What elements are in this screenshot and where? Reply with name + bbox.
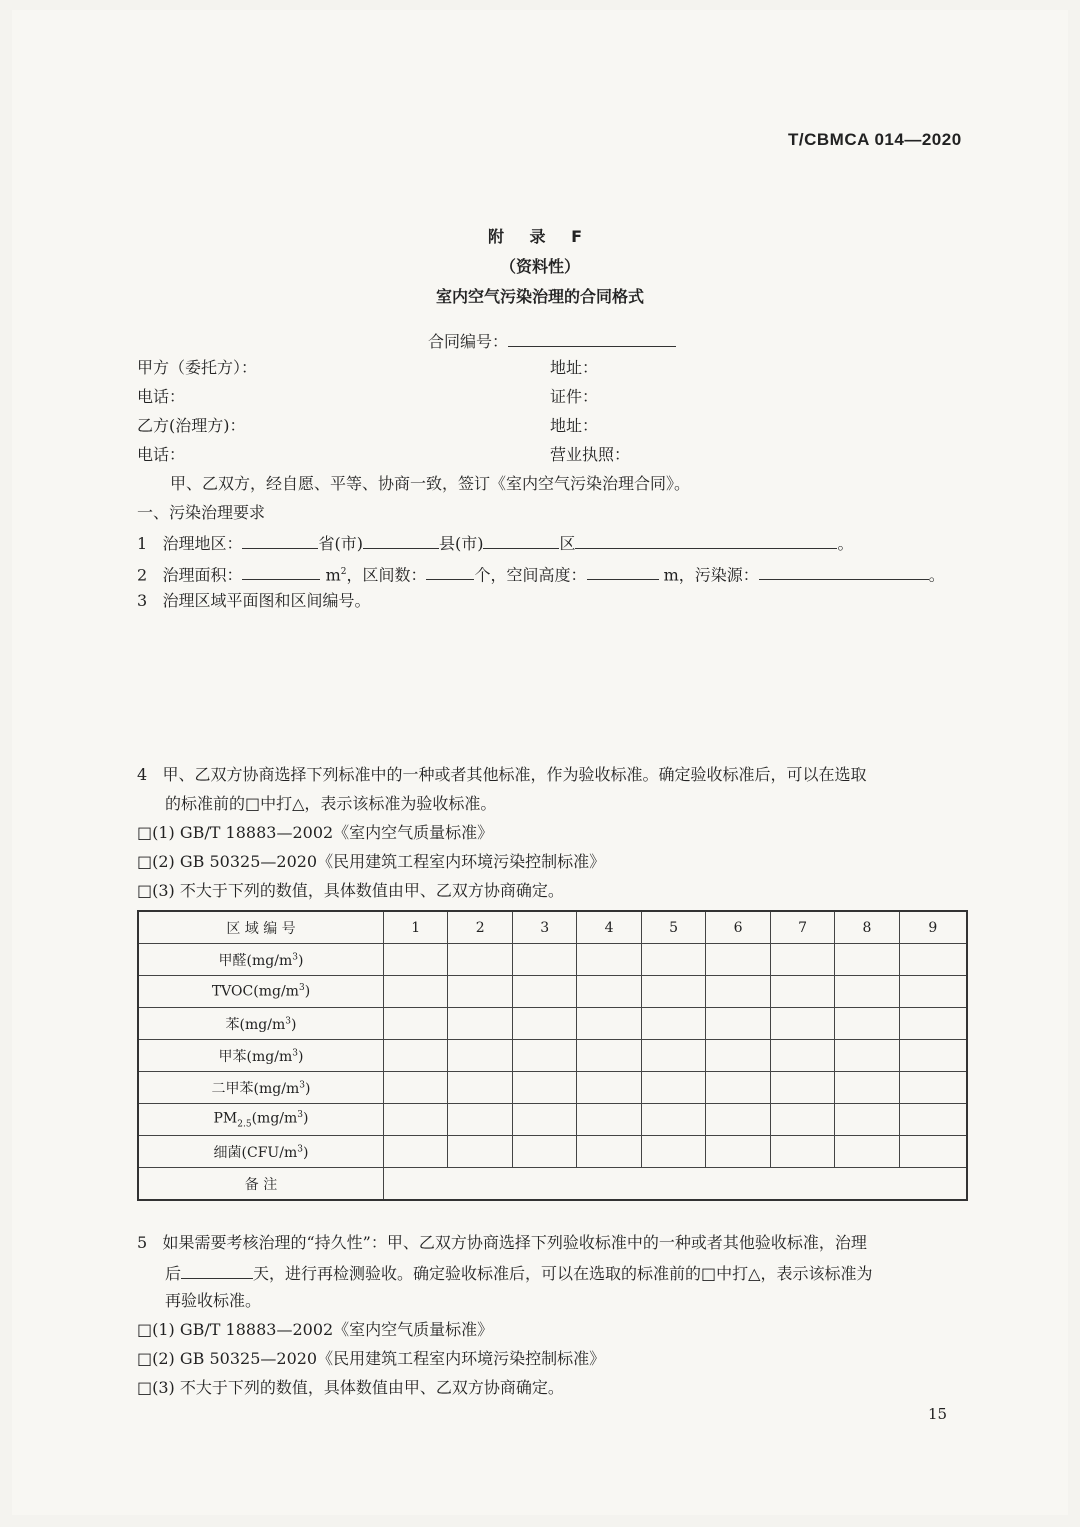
pollutant-unit-end: ) [304, 1080, 311, 1097]
value-cell[interactable] [512, 1008, 576, 1040]
pollutant-unit-sup: 3 [297, 1143, 303, 1154]
value-cell[interactable] [384, 944, 448, 976]
value-cell[interactable] [641, 1136, 705, 1168]
item-5-line-2 [165, 1262, 872, 1284]
id-document-label: 证件： [550, 387, 599, 406]
value-cell[interactable] [835, 1136, 899, 1168]
value-cell[interactable] [641, 1072, 705, 1104]
item-5-after-label: 后 [165, 1264, 182, 1283]
pollutant-label [138, 1072, 384, 1104]
item-4-line-1 [137, 765, 866, 785]
height-blank [587, 563, 659, 580]
value-cell[interactable] [899, 1040, 967, 1072]
table-row [138, 1008, 967, 1040]
column-header: 6 [706, 911, 770, 944]
page-number: 15 [928, 1405, 948, 1423]
value-cell[interactable] [706, 944, 770, 976]
value-cell[interactable] [835, 1072, 899, 1104]
remark-cell[interactable] [384, 1168, 968, 1201]
value-cell[interactable] [770, 1104, 834, 1136]
column-header: 5 [641, 911, 705, 944]
appendix-name: 室内空气污染治理的合同格式 [435, 287, 644, 306]
item-5-line-3: 再验收标准。 [165, 1291, 262, 1310]
value-cell[interactable] [835, 1008, 899, 1040]
value-cell[interactable] [706, 1136, 770, 1168]
item-5-number: 5 [137, 1233, 148, 1252]
section-1-heading: 一、污染治理要求 [137, 503, 266, 522]
column-header: 8 [835, 911, 899, 944]
pollutant-label [138, 944, 384, 976]
column-header: 1 [384, 911, 448, 944]
value-cell[interactable] [512, 1072, 576, 1104]
table-row [138, 1040, 967, 1072]
value-cell[interactable] [384, 976, 448, 1008]
value-cell[interactable] [899, 944, 967, 976]
value-cell[interactable] [899, 1136, 967, 1168]
area-label: 治理面积： [162, 565, 243, 585]
item-4-option-3[interactable]: □(3) 不大于下列的数值，具体数值由甲、乙双方协商确定。 [137, 881, 564, 900]
value-cell[interactable] [512, 944, 576, 976]
address-blank [575, 532, 837, 549]
table-header-label: 区 域 编 号 [138, 911, 384, 944]
remark-label: 备 注 [138, 1168, 384, 1201]
pollutant-unit: (CFU/m [241, 1144, 298, 1161]
pollutant-unit: (mg/m [253, 983, 299, 1000]
item-4-number: 4 [137, 765, 148, 784]
table-row [138, 976, 967, 1008]
value-cell[interactable] [512, 1040, 576, 1072]
area-blank [242, 563, 320, 580]
item-5-line-1 [137, 1233, 867, 1253]
province-blank [242, 532, 318, 549]
table-row [138, 1104, 967, 1136]
pollution-source-blank [759, 563, 929, 580]
business-license-label: 营业执照： [550, 445, 631, 464]
table-header-row [138, 911, 967, 944]
value-cell[interactable] [899, 1072, 967, 1104]
pollutant-unit-end: ) [297, 1048, 304, 1065]
pollutant-label [138, 976, 384, 1008]
column-header: 2 [448, 911, 512, 944]
pollutant-unit-sup: 3 [297, 1109, 304, 1120]
item-1 [137, 532, 854, 554]
value-cell[interactable] [706, 1072, 770, 1104]
item-4-option-2[interactable]: □(2) GB 50325—2020《民用建筑工程室内环境污染控制标准》 [137, 852, 606, 871]
value-cell[interactable] [384, 1136, 448, 1168]
item-4-line-2: 的标准前的□中打△，表示该标准为验收标准。 [165, 794, 497, 813]
value-cell[interactable] [770, 944, 834, 976]
pollutant-unit: (mg/m [251, 1110, 298, 1127]
value-cell[interactable] [448, 944, 512, 976]
pollutant-label [138, 1136, 384, 1168]
value-cell[interactable] [384, 1008, 448, 1040]
standard-number: T/CBMCA 014—2020 [788, 130, 962, 149]
item-4-text-1: 甲、乙双方协商选择下列标准中的一种或者其他标准，作为验收标准。确定验收标准后，可以在选取 [162, 765, 867, 784]
value-cell[interactable] [577, 1040, 641, 1072]
value-cell[interactable] [770, 1072, 834, 1104]
party-b-label: 乙方(治理方)： [137, 416, 246, 435]
value-cell[interactable] [835, 944, 899, 976]
value-cell[interactable] [706, 1104, 770, 1136]
value-cell[interactable] [835, 976, 899, 1008]
pollutant-unit-end: ) [290, 1016, 297, 1033]
pollutant-unit-sup: 3 [299, 1079, 305, 1090]
pollutant-name: 二甲苯 [211, 1080, 254, 1097]
item-2-number: 2 [137, 565, 148, 585]
pollutant-label [138, 1104, 384, 1136]
appendix-title: 附 录 F [487, 227, 593, 246]
party-b-address-label: 地址： [550, 416, 599, 435]
column-header: 3 [512, 911, 576, 944]
pollutant-unit: (mg/m [239, 1016, 286, 1033]
table-row [138, 1136, 967, 1168]
table-remark-row [138, 1168, 967, 1201]
contract-number [428, 330, 676, 352]
value-cell[interactable] [770, 976, 834, 1008]
value-cell[interactable] [512, 976, 576, 1008]
item-5-option-3[interactable]: □(3) 不大于下列的数值，具体数值由甲、乙双方协商确定。 [137, 1378, 564, 1397]
item-2 [137, 562, 945, 585]
county-label: 县(市) [438, 534, 484, 553]
value-cell[interactable] [384, 1072, 448, 1104]
pollutant-unit-end: ) [303, 1110, 309, 1127]
pollutant-subscript: 2.5 [237, 1119, 252, 1130]
pollutant-unit-end: ) [302, 1144, 309, 1161]
value-cell[interactable] [384, 1040, 448, 1072]
column-header: 9 [899, 911, 967, 944]
county-blank [363, 532, 439, 549]
pollutant-label [138, 1008, 384, 1040]
item-5-text-1: 如果需要考核治理的“持久性”：甲、乙双方协商选择下列验收标准中的一种或者其他验收标准，治理 [162, 1233, 867, 1252]
value-cell[interactable] [448, 1040, 512, 1072]
pollutant-name: 甲苯 [218, 1048, 247, 1065]
value-cell[interactable] [512, 1104, 576, 1136]
value-cell[interactable] [706, 1040, 770, 1072]
value-cell[interactable] [577, 976, 641, 1008]
limits-table [137, 910, 968, 1201]
value-cell[interactable] [512, 1136, 576, 1168]
pollutant-unit: (mg/m [246, 1048, 293, 1065]
item-1-area-label: 治理地区： [162, 534, 243, 553]
pollutant-unit-end: ) [304, 983, 311, 1000]
pollutant-name: 甲醛 [218, 952, 247, 969]
item-5-option-1[interactable]: □(1) GB/T 18883—2002《室内空气质量标准》 [137, 1320, 494, 1339]
item-5-option-2[interactable]: □(2) GB 50325—2020《民用建筑工程室内环境污染控制标准》 [137, 1349, 606, 1368]
table-row [138, 944, 967, 976]
value-cell[interactable] [641, 1008, 705, 1040]
table-row [138, 1072, 967, 1104]
column-header: 4 [577, 911, 641, 944]
value-cell[interactable] [577, 1136, 641, 1168]
phone-b-label: 电话： [137, 445, 186, 464]
district-label: 区 [559, 534, 576, 553]
value-cell[interactable] [706, 976, 770, 1008]
value-cell[interactable] [641, 944, 705, 976]
district-blank [483, 532, 559, 549]
value-cell[interactable] [448, 1072, 512, 1104]
room-count-blank [426, 563, 474, 580]
party-a-label: 甲方（委托方）： [137, 358, 258, 377]
column-header: 7 [770, 911, 834, 944]
item-3 [137, 591, 370, 611]
item-5-text-2: 天，进行再检测验收。确定验收标准后，可以在选取的标准前的□中打△，表示该标准为 [253, 1264, 873, 1283]
intro-paragraph: 甲、乙双方，经自愿、平等、协商一致，签订《室内空气污染治理合同》。 [170, 474, 691, 493]
value-cell[interactable] [384, 1104, 448, 1136]
value-cell[interactable] [641, 976, 705, 1008]
contract-number-label: 合同编号： [428, 332, 509, 351]
item-2-end: 。 [928, 565, 945, 585]
value-cell[interactable] [577, 1072, 641, 1104]
value-cell[interactable] [577, 1008, 641, 1040]
area-unit: m [325, 565, 341, 585]
room-count-label: ，区间数： [346, 565, 427, 585]
pollutant-unit-sup: 3 [298, 983, 305, 994]
pollutant-unit: (mg/m [253, 1080, 300, 1097]
province-label: 省(市) [318, 534, 363, 553]
value-cell[interactable] [577, 944, 641, 976]
days-blank [181, 1262, 253, 1279]
value-cell[interactable] [641, 1104, 705, 1136]
pollutant-label [138, 1040, 384, 1072]
value-cell[interactable] [899, 1104, 967, 1136]
value-cell[interactable] [835, 1104, 899, 1136]
value-cell[interactable] [448, 1008, 512, 1040]
pollutant-unit-end: ) [297, 952, 304, 969]
value-cell[interactable] [770, 1136, 834, 1168]
item-1-end: 。 [837, 534, 854, 553]
pollutant-unit-sup: 3 [292, 951, 298, 962]
value-cell[interactable] [577, 1104, 641, 1136]
height-label: 个，空间高度： [474, 565, 587, 585]
pollution-source-label: m，污染源： [663, 565, 759, 585]
phone-a-label: 电话： [137, 387, 186, 406]
item-1-number: 1 [137, 534, 148, 553]
value-cell[interactable] [899, 976, 967, 1008]
value-cell[interactable] [448, 1136, 512, 1168]
party-a-address-label: 地址： [550, 358, 599, 377]
pollutant-name: 苯 [225, 1016, 240, 1033]
value-cell[interactable] [706, 1008, 770, 1040]
value-cell[interactable] [835, 1040, 899, 1072]
value-cell[interactable] [770, 1008, 834, 1040]
appendix-nature: （资料性） [499, 257, 580, 276]
pollutant-unit-sup: 3 [285, 1015, 291, 1026]
area-unit-sup: 2 [340, 567, 347, 577]
item-3-text: 治理区域平面图和区间编号。 [162, 591, 371, 610]
value-cell[interactable] [448, 1104, 512, 1136]
value-cell[interactable] [448, 976, 512, 1008]
item-4-option-1[interactable]: □(1) GB/T 18883—2002《室内空气质量标准》 [137, 823, 494, 842]
pollutant-unit-sup: 3 [292, 1047, 298, 1058]
value-cell[interactable] [641, 1040, 705, 1072]
pollutant-name: PM [213, 1110, 238, 1127]
pollutant-unit: (mg/m [246, 952, 293, 969]
pollutant-name: 细菌 [213, 1144, 242, 1161]
value-cell[interactable] [770, 1040, 834, 1072]
contract-number-blank [508, 330, 676, 347]
pollutant-name: TVOC [211, 983, 254, 1000]
item-3-number: 3 [137, 591, 148, 610]
value-cell[interactable] [899, 1008, 967, 1040]
